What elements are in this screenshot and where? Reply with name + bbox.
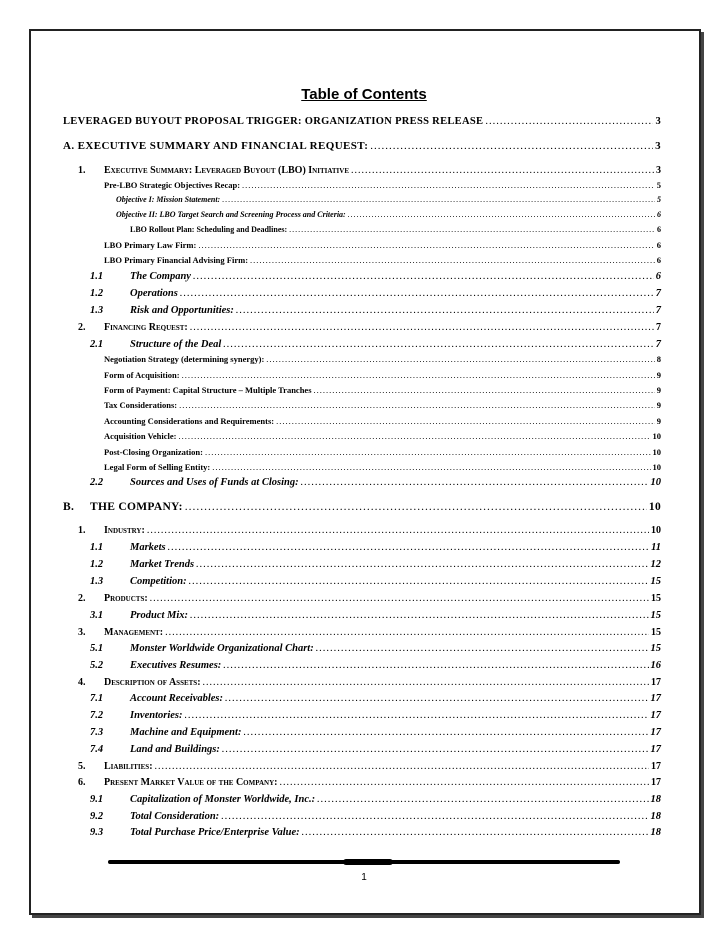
toc-leader-dots — [185, 710, 649, 721]
toc-entry-number: 7.4 — [90, 744, 104, 755]
toc-leader-dots — [212, 462, 650, 472]
toc-entry-label: Product Mix: — [130, 610, 189, 621]
toc-entry-label: Accounting Considerations and Requirements: — [104, 416, 275, 426]
toc-entry[interactable] — [78, 627, 661, 638]
toc-leader-dots — [222, 744, 649, 755]
toc-entry[interactable] — [63, 501, 661, 513]
toc-entry[interactable] — [90, 305, 661, 316]
toc-entry-page: 3 — [655, 116, 661, 127]
toc-leader-dots — [168, 542, 649, 553]
toc-entry-number: 9.1 — [90, 794, 104, 805]
toc-entry[interactable] — [90, 339, 661, 350]
toc-leader-dots — [190, 610, 648, 621]
toc-entry-label: Liabilities: — [104, 761, 153, 772]
toc-entry-page: 6 — [656, 240, 661, 250]
toc-entry-label: Competition: — [130, 576, 187, 587]
toc-entry-label: Structure of the Deal — [130, 339, 222, 350]
toc-entry-label: Total Consideration: — [130, 811, 220, 822]
toc-entry-page: 15 — [651, 627, 661, 638]
toc-leader-dots — [185, 501, 647, 513]
toc-entry-number: 2. — [78, 322, 86, 333]
toc-entry[interactable] — [116, 210, 661, 219]
toc-leader-dots — [485, 116, 653, 127]
toc-entry-page: 9 — [656, 385, 661, 395]
toc-entry-page: 9 — [656, 400, 661, 410]
toc-entry-number: 1.3 — [90, 576, 104, 587]
toc-entry-page: 12 — [650, 559, 661, 570]
toc-entry-page: 17 — [651, 677, 661, 688]
toc-entry-number: 1.1 — [90, 271, 104, 282]
toc-entry-number: 1.2 — [90, 288, 104, 299]
toc-entry-label: Form of Acquisition: — [104, 370, 180, 380]
toc-entry-number: 1.2 — [90, 559, 104, 570]
toc-entry-page: 8 — [656, 354, 661, 364]
toc-entry[interactable] — [90, 794, 661, 805]
toc-entry[interactable] — [78, 593, 661, 604]
toc-entry-label: Products: — [104, 593, 148, 604]
toc-entry-label: Land and Buildings: — [130, 744, 220, 755]
toc-entry-number: 9.2 — [90, 811, 104, 822]
toc-entry-page: 16 — [650, 660, 661, 671]
toc-entry-label: Objective II: LBO Target Search and Screening Process and Criteria: — [116, 210, 346, 219]
toc-entry[interactable] — [104, 255, 661, 265]
toc-entry[interactable] — [63, 140, 661, 152]
toc-entry[interactable] — [130, 225, 661, 234]
toc-entry-page: 3 — [656, 165, 661, 176]
toc-entry-label: Pre-LBO Strategic Objectives Recap: — [104, 180, 241, 190]
toc-entry-label: Total Purchase Price/Enterprise Value: — [130, 827, 300, 838]
toc-entry-label: Monster Worldwide Organizational Chart: — [130, 643, 314, 654]
toc-entry[interactable] — [90, 693, 661, 704]
toc-leader-dots — [370, 140, 653, 152]
toc-entry[interactable] — [104, 400, 661, 410]
toc-entry-page: 5 — [657, 195, 661, 204]
toc-entry-label: Risk and Opportunities: — [130, 305, 234, 316]
toc-entry-page: 17 — [651, 777, 661, 788]
toc-entry-label: Financing Request: — [104, 322, 188, 333]
toc-entry[interactable] — [90, 610, 661, 621]
toc-entry[interactable] — [104, 431, 661, 441]
toc-entry[interactable] — [104, 240, 661, 250]
toc-entry-label: Legal Form of Selling Entity: — [104, 462, 211, 472]
page-number: 1 — [361, 872, 367, 883]
toc-entry[interactable] — [116, 195, 661, 204]
toc-entry-label: Inventories: — [130, 710, 183, 721]
toc-entry-number: 1.3 — [90, 305, 104, 316]
toc-entry-number: 3.1 — [90, 610, 104, 621]
toc-entry-page: 6 — [657, 225, 661, 234]
toc-entry-page: 10 — [648, 501, 661, 513]
toc-leader-dots — [314, 385, 655, 395]
toc-leader-dots — [222, 195, 655, 204]
toc-leader-dots — [198, 240, 654, 250]
toc-entry[interactable] — [78, 761, 661, 772]
toc-entry-label: Capitalization of Monster Worldwide, Inc.: — [130, 794, 316, 805]
toc-entry-page: 7 — [656, 322, 661, 333]
toc-entry-page: 15 — [651, 593, 661, 604]
toc-entry-number: 5.2 — [90, 660, 104, 671]
toc-leader-dots — [221, 811, 648, 822]
toc-entry[interactable] — [90, 727, 661, 738]
toc-entry-number: 2.2 — [90, 477, 104, 488]
toc-entry-label: LBO Primary Financial Advising Firm: — [104, 255, 249, 265]
toc-leader-dots — [225, 693, 648, 704]
page-title: Table of Contents — [301, 86, 427, 103]
toc-entry-page: 6 — [657, 210, 661, 219]
toc-entry[interactable] — [90, 288, 661, 299]
toc-entry-number: 1. — [78, 165, 86, 176]
toc-entry[interactable] — [104, 370, 661, 380]
toc-entry[interactable] — [90, 542, 661, 553]
toc-entry-page: 17 — [650, 710, 661, 721]
toc-entry-label: Tax Considerations: — [104, 400, 178, 410]
toc-entry-label: Description of Assets: — [104, 677, 201, 688]
toc-leader-dots — [165, 627, 649, 638]
toc-entry-page: 6 — [656, 255, 661, 265]
toc-entry-label: Post-Closing Organization: — [104, 447, 203, 457]
toc-entry-label: Industry: — [104, 525, 145, 536]
toc-entry[interactable] — [78, 677, 661, 688]
toc-entry[interactable] — [78, 777, 661, 788]
toc-entry-page: 15 — [650, 576, 661, 587]
toc-entry-page: 17 — [650, 693, 661, 704]
toc-leader-dots — [289, 225, 655, 234]
toc-entry-page: 10 — [652, 431, 661, 441]
toc-entry-number: 1. — [78, 525, 86, 536]
toc-entry-number: B. — [63, 501, 75, 513]
toc-entry[interactable] — [104, 385, 661, 395]
toc-leader-dots — [242, 180, 655, 190]
toc-entry[interactable] — [63, 116, 661, 127]
toc-entry-label: The Company — [130, 271, 191, 282]
toc-entry[interactable] — [90, 660, 661, 671]
toc-entry-page: 17 — [650, 727, 661, 738]
toc-entry[interactable] — [90, 643, 661, 654]
toc-entry-page: 17 — [650, 744, 661, 755]
toc-entry[interactable] — [104, 416, 661, 426]
toc-entry-label: Management: — [104, 627, 164, 638]
toc-entry-label: Executives Resumes: — [130, 660, 222, 671]
toc-entry-page: 7 — [655, 339, 661, 350]
toc-entry[interactable] — [90, 710, 661, 721]
toc-entry-number: 2. — [78, 593, 86, 604]
toc-leader-dots — [348, 210, 655, 219]
toc-entry-number: 5. — [78, 761, 86, 772]
toc-entry-page: 5 — [656, 180, 661, 190]
toc-leader-dots — [243, 727, 648, 738]
toc-leader-dots — [236, 305, 654, 316]
toc-entry-number: 7.1 — [90, 693, 104, 704]
toc-entry-page: 18 — [650, 827, 661, 838]
toc-entry-number: 2.1 — [90, 339, 104, 350]
toc-entry-label: LBO Rollout Plan: Scheduling and Deadlines: — [130, 225, 288, 234]
toc-entry[interactable] — [78, 165, 661, 176]
toc-leader-dots — [223, 660, 648, 671]
toc-entry[interactable] — [90, 559, 661, 570]
toc-leader-dots — [276, 416, 655, 426]
toc-entry[interactable] — [90, 827, 661, 838]
toc-entry[interactable] — [104, 180, 661, 190]
toc-entry[interactable] — [90, 811, 661, 822]
toc-leader-dots — [302, 827, 649, 838]
toc-leader-dots — [266, 354, 654, 364]
toc-entry-label: A. EXECUTIVE SUMMARY AND FINANCIAL REQUEST: — [63, 140, 369, 152]
toc-entry-page: 7 — [655, 305, 661, 316]
toc-entry-page: 10 — [652, 462, 661, 472]
toc-entry-page: 11 — [651, 542, 661, 553]
toc-leader-dots — [190, 322, 654, 333]
toc-entry-number: 7.3 — [90, 727, 104, 738]
toc-leader-dots — [179, 431, 651, 441]
toc-leader-dots — [150, 593, 649, 604]
toc-leader-dots — [155, 761, 649, 772]
toc-entry[interactable] — [90, 576, 661, 587]
toc-entry-label: Machine and Equipment: — [130, 727, 242, 738]
toc-leader-dots — [223, 339, 653, 350]
toc-entry-page: 15 — [650, 610, 661, 621]
toc-entry-number: 9.3 — [90, 827, 104, 838]
toc-entry-label: Account Receivables: — [130, 693, 224, 704]
toc-entry[interactable] — [104, 447, 661, 457]
toc-leader-dots — [189, 576, 649, 587]
toc-entry-page: 9 — [656, 416, 661, 426]
toc-entry-page: 10 — [651, 525, 661, 536]
toc-entry-number: 1.1 — [90, 542, 104, 553]
toc-entry-label: Negotiation Strategy (determining synergy): — [104, 354, 265, 364]
toc-leader-dots — [316, 643, 649, 654]
toc-entry-page: 6 — [655, 271, 661, 282]
toc-entry[interactable] — [104, 354, 661, 364]
footer-divider — [108, 860, 620, 864]
toc-leader-dots — [351, 165, 654, 176]
toc-leader-dots — [301, 477, 649, 488]
toc-entry-label: LBO Primary Law Firm: — [104, 240, 197, 250]
toc-leader-dots — [203, 677, 649, 688]
toc-entry-label: Executive Summary: Leveraged Buyout (LBO) Initiative — [104, 165, 349, 176]
toc-entry-label: Objective I: Mission Statement: — [116, 195, 221, 204]
toc-leader-dots — [180, 288, 654, 299]
toc-entry-label: Sources and Uses of Funds at Closing: — [130, 477, 299, 488]
toc-entry-label: Operations — [130, 288, 178, 299]
toc-entry-page: 15 — [650, 643, 661, 654]
toc-entry[interactable] — [78, 525, 661, 536]
toc-entry-label: LEVERAGED BUYOUT PROPOSAL TRIGGER: ORGANIZATION PRESS RELEASE — [63, 116, 484, 127]
toc-leader-dots — [193, 271, 654, 282]
toc-leader-dots — [179, 400, 655, 410]
toc-entry-label: Market Trends — [130, 559, 195, 570]
toc-entry-page: 10 — [650, 477, 661, 488]
toc-leader-dots — [317, 794, 648, 805]
toc-entry-number: 5.1 — [90, 643, 104, 654]
toc-entry[interactable] — [90, 744, 661, 755]
toc-entry-number: 3. — [78, 627, 86, 638]
toc-leader-dots — [147, 525, 649, 536]
toc-entry[interactable] — [90, 271, 661, 282]
toc-entry[interactable] — [90, 477, 661, 488]
toc-entry-number: 6. — [78, 777, 86, 788]
toc-leader-dots — [205, 447, 651, 457]
toc-leader-dots — [279, 777, 649, 788]
toc-entry-page: 18 — [650, 794, 661, 805]
toc-entry-label: Present Market Value of the Company: — [104, 777, 278, 788]
toc-entry-page: 9 — [656, 370, 661, 380]
toc-entry-label: THE COMPANY: — [90, 501, 183, 513]
toc-entry-page: 17 — [651, 761, 661, 772]
toc-entry[interactable] — [78, 322, 661, 333]
toc-entry-label: Acquisition Vehicle: — [104, 431, 177, 441]
toc-entry-page: 7 — [655, 288, 661, 299]
toc-entry-number: 4. — [78, 677, 86, 688]
toc-entry-label: Markets — [130, 542, 166, 553]
toc-entry-page: 10 — [652, 447, 661, 457]
toc-entry[interactable] — [104, 462, 661, 472]
toc-entry-label: Form of Payment: Capital Structure – Multiple Tranches — [104, 385, 312, 395]
toc-leader-dots — [250, 255, 655, 265]
toc-leader-dots — [182, 370, 655, 380]
toc-leader-dots — [196, 559, 648, 570]
toc-entry-page: 3 — [655, 140, 661, 152]
toc-entry-number: 7.2 — [90, 710, 104, 721]
toc-entry-page: 18 — [650, 811, 661, 822]
